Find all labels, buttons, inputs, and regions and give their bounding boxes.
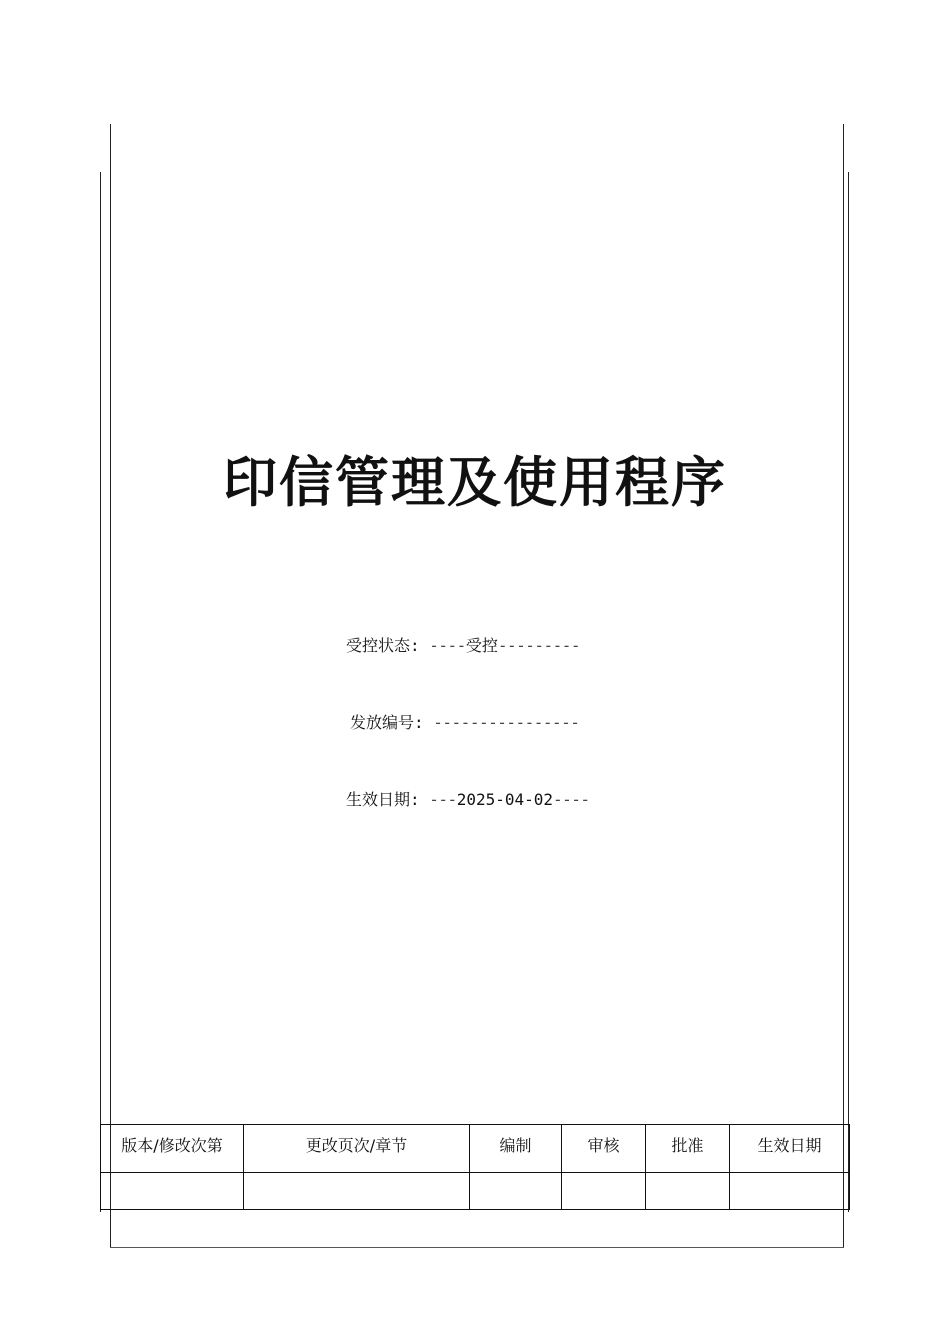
- revision-table: [100, 1124, 850, 1210]
- header-version: 版本/修改次第: [101, 1125, 244, 1173]
- table-cell: [244, 1173, 470, 1210]
- effective-date-label: 生效日期:: [346, 790, 420, 809]
- control-status-field: 受控状态: ----受控---------: [346, 636, 581, 655]
- table-cell: [562, 1173, 646, 1210]
- effective-date-field: 生效日期: ---2025-04-02----: [346, 790, 590, 809]
- frame-bottom: [110, 1247, 844, 1248]
- header-effective-date: 生效日期: [730, 1125, 850, 1173]
- table-row: [101, 1173, 850, 1210]
- document-title: 印信管理及使用程序: [223, 450, 727, 514]
- header-prepared: 编制: [470, 1125, 562, 1173]
- frame-left-inner: [110, 124, 111, 1248]
- effective-date-value: 2025-04-02: [456, 790, 554, 809]
- issue-number-label: 发放编号:: [350, 713, 424, 732]
- header-changed-pages: 更改页次/章节: [244, 1125, 470, 1173]
- frame-left-outer: [100, 172, 101, 1212]
- control-status-value: 受控: [465, 636, 498, 655]
- table-cell: [101, 1173, 244, 1210]
- table-cell: [646, 1173, 730, 1210]
- header-approved: 批准: [646, 1125, 730, 1173]
- table-cell: [470, 1173, 562, 1210]
- frame-right-outer: [848, 172, 849, 1212]
- header-reviewed: 审核: [562, 1125, 646, 1173]
- frame-right-inner: [843, 124, 844, 1248]
- issue-number-field: 发放编号: ----------------: [350, 713, 580, 732]
- control-status-label: 受控状态:: [346, 636, 420, 655]
- table-cell: [730, 1173, 850, 1210]
- table-header-row: [101, 1125, 850, 1173]
